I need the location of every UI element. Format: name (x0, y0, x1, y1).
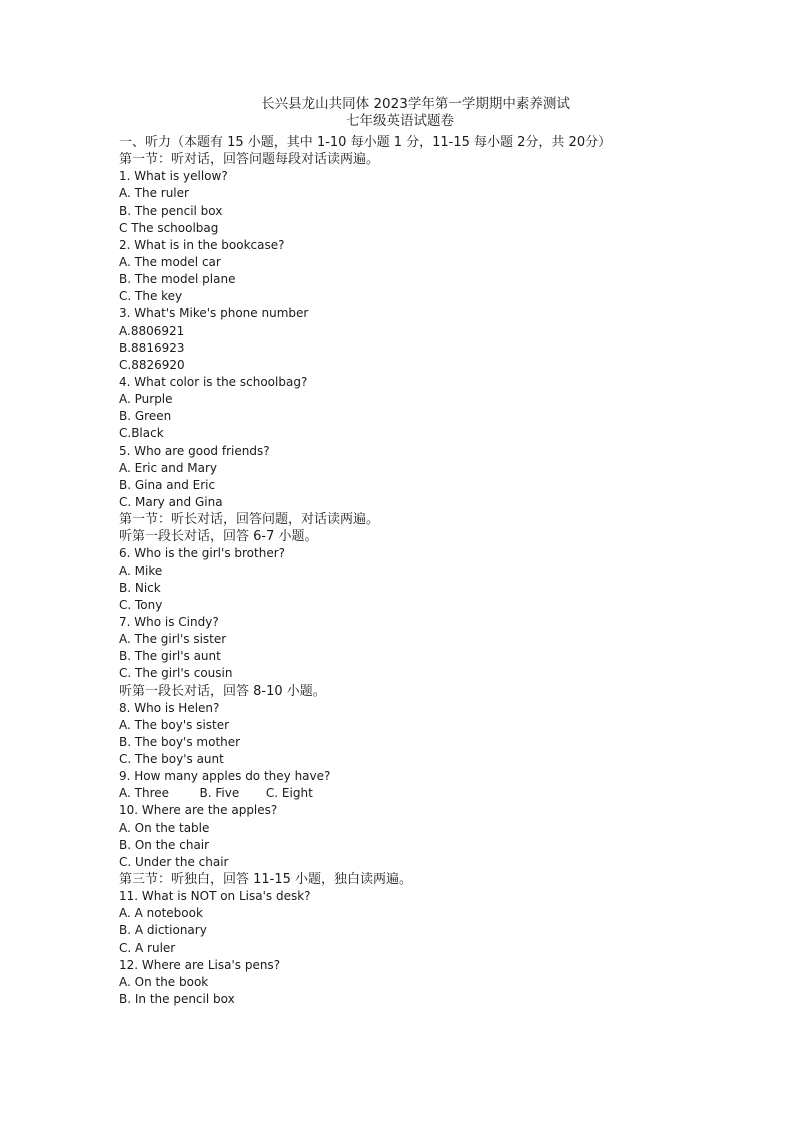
question-line: B. Green (119, 409, 172, 424)
question-line: A. Purple (119, 392, 173, 407)
question-line: 5. Who are good friends? (119, 443, 270, 458)
question-line: A. The boy's sister (119, 717, 230, 732)
exam-content (119, 134, 759, 1008)
question-line: C. The key (119, 289, 183, 304)
question-line: A.8806921 (119, 323, 185, 338)
question-line: A. On the table (119, 820, 210, 835)
question-line: 6. Who is the girl's brother? (119, 546, 286, 561)
section-heading: 一、听力（本题有 15 小题，其中 1-10 每小题 1 分，11-15 每小题 2分，共 20分） (119, 135, 612, 150)
question-line: A. The model car (119, 254, 221, 269)
question-line: 4. What color is the schoolbag? (119, 374, 308, 389)
question-line: C.Black (119, 426, 164, 441)
question-line: A. The ruler (119, 186, 189, 201)
question-line: 12. Where are Lisa's pens? (119, 957, 281, 972)
question-line: B. In the pencil box (119, 992, 235, 1007)
question-line: A. Three B. Five C. Eight (119, 786, 313, 801)
exam-subtitle: 七年级英语试题卷 (346, 113, 454, 129)
question-line: C.8826920 (119, 357, 185, 372)
question-line: 8. Who is Helen? (119, 700, 220, 715)
question-line: B. On the chair (119, 837, 210, 852)
section-heading: 听第一段长对话，回答 8-10 小题。 (119, 683, 326, 699)
question-line: A. Mike (119, 563, 163, 578)
question-line: B. The girl's aunt (119, 649, 221, 664)
section-heading: 第一节：听对话，回答问题每段对话读两遍。 (119, 152, 380, 168)
section-heading: 第一节：听长对话，回答问题，对话读两遍。 (119, 512, 380, 528)
question-line: B. The boy's mother (119, 734, 241, 749)
question-line: A. A notebook (119, 906, 203, 921)
question-line: C. The boy's aunt (119, 752, 224, 767)
question-line: 7. Who is Cindy? (119, 614, 219, 629)
question-line: 1. What is yellow? (119, 169, 228, 184)
question-line: C. The girl's cousin (119, 666, 233, 681)
question-line: B.8816923 (119, 340, 185, 355)
question-line: B. The model plane (119, 272, 236, 287)
question-line: 9. How many apples do they have? (119, 769, 331, 784)
exam-title: 长兴县龙山共同体 2023学年第一学期期中素养测试 (261, 96, 570, 112)
question-line: C. A ruler (119, 940, 176, 955)
section-heading: 第三节：听独白，回答 11-15 小题，独白读两遍。 (119, 872, 413, 888)
question-line: 10. Where are the apples? (119, 803, 278, 818)
question-line: B. A dictionary (119, 923, 207, 938)
question-line: C The schoolbag (119, 220, 219, 235)
question-line: B. Nick (119, 580, 161, 595)
question-line: 3. What's Mike's phone number (119, 306, 309, 321)
question-line: C. Under the chair (119, 854, 229, 869)
question-line: 11. What is NOT on Lisa's desk? (119, 889, 311, 904)
question-line: B. Gina and Eric (119, 477, 216, 492)
section-heading: 听第一段长对话，回答 6-7 小题。 (119, 529, 318, 545)
question-line: C. Mary and Gina (119, 494, 223, 509)
question-line: 2. What is in the bookcase? (119, 237, 285, 252)
question-line: C. Tony (119, 597, 163, 612)
question-line: A. The girl's sister (119, 632, 227, 647)
question-line: A. On the book (119, 974, 209, 989)
question-line: B. The pencil box (119, 203, 223, 218)
question-line: A. Eric and Mary (119, 460, 218, 475)
exam-header (0, 96, 794, 130)
